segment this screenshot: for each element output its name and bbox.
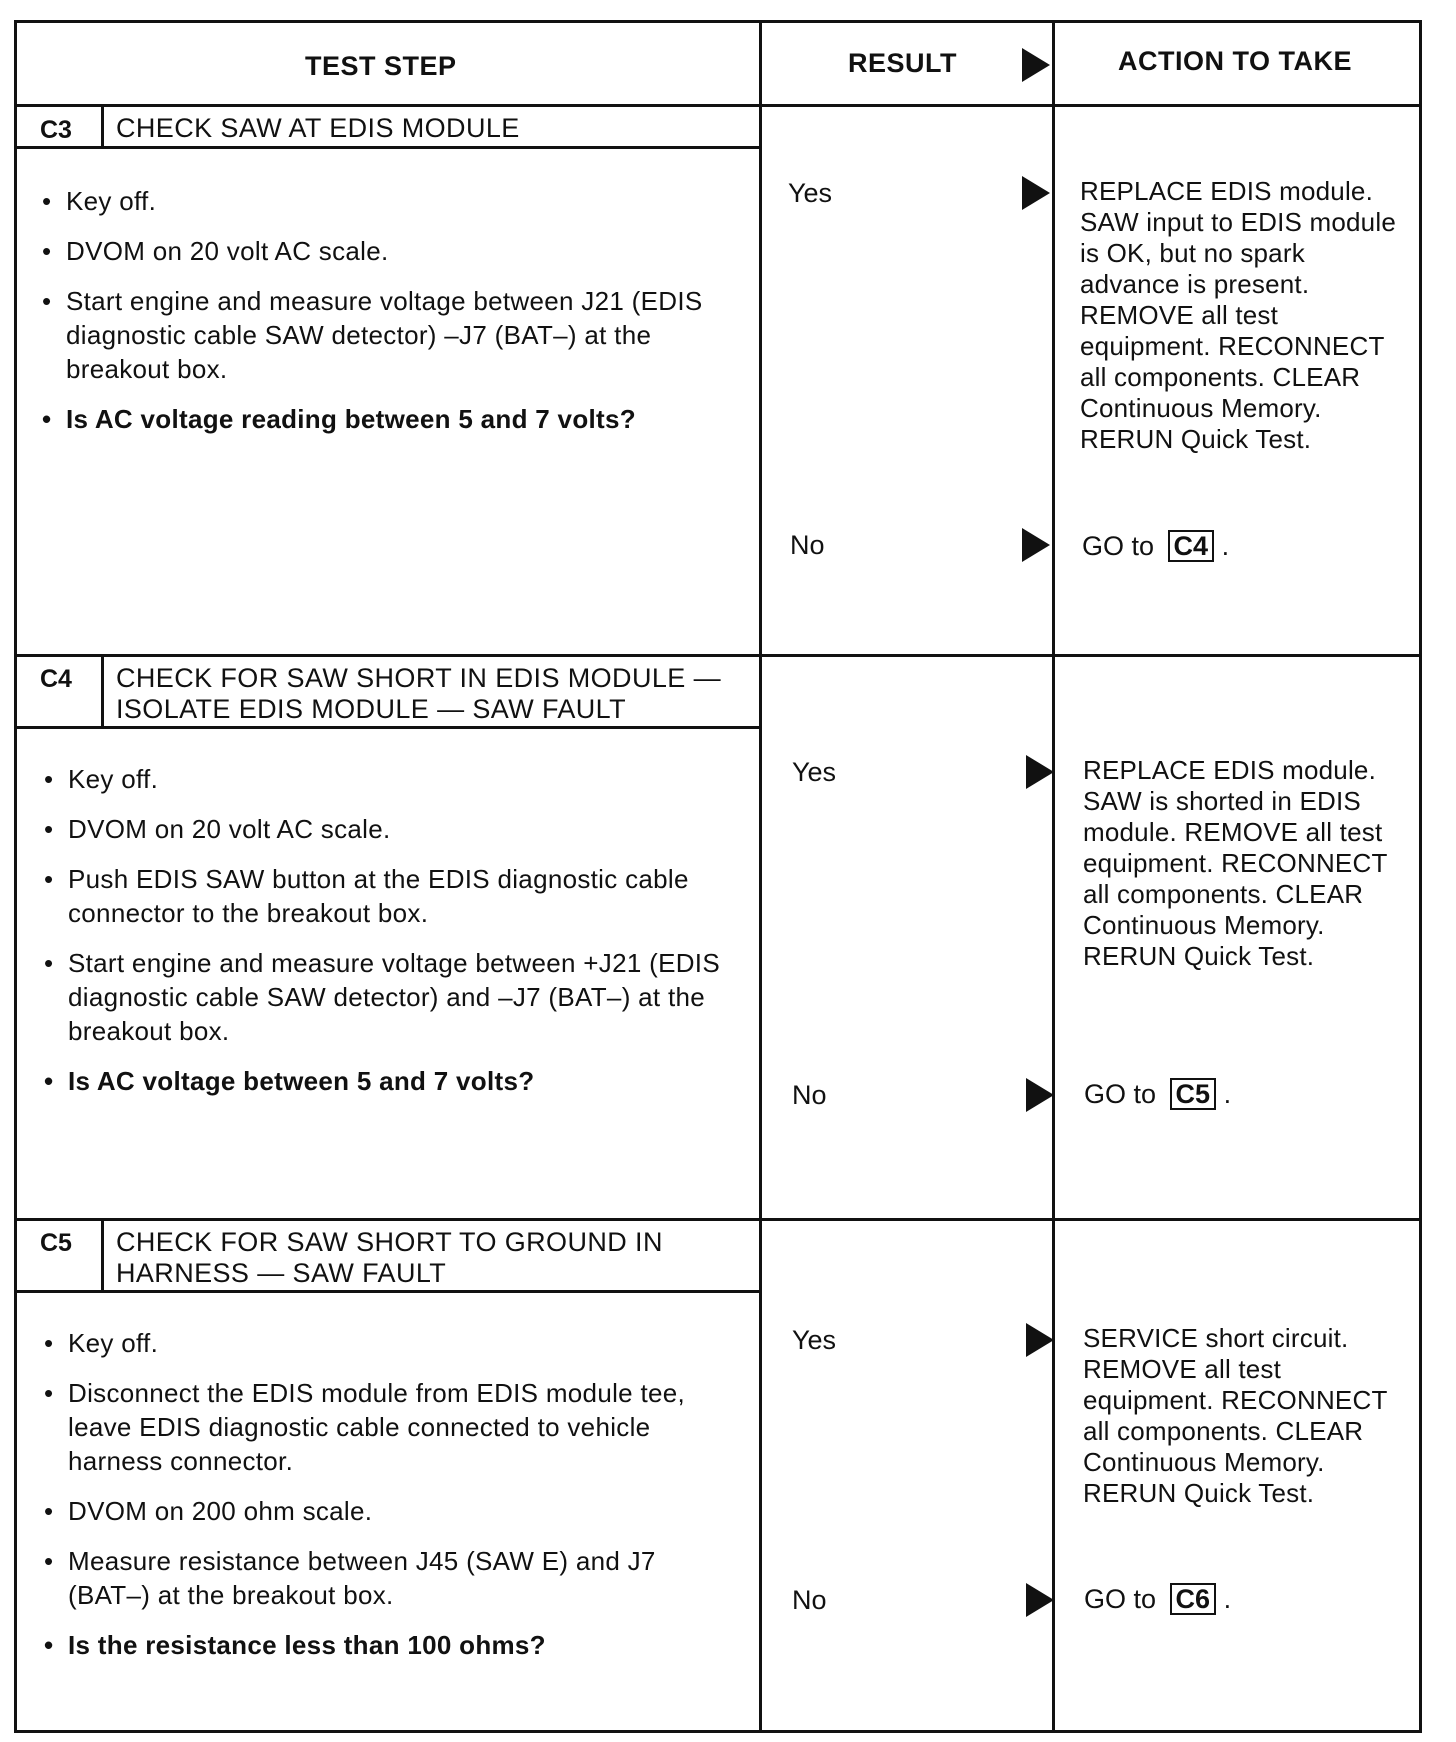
step-c5-yes-label: Yes	[792, 1325, 837, 1355]
goto-text: GO to	[1082, 531, 1155, 561]
step-c5-no-action	[1084, 1583, 1231, 1615]
step-c5-bullet: • Disconnect the EDIS module from EDIS module tee, leave EDIS diagnostic cable connected to vehicle harness connector.	[40, 1376, 730, 1478]
step-c3-no-arrow-icon	[1022, 528, 1050, 562]
step-ref-c4-link[interactable]: C4	[1168, 530, 1215, 562]
step-c5-bullet: • Measure resistance between J45 (SAW E) and J7 (BAT–) at the breakout box.	[40, 1544, 730, 1612]
header-arrow-icon	[1022, 48, 1050, 82]
step-c3-question: • Is AC voltage reading between 5 and 7 volts?	[38, 402, 738, 436]
step-c4-yes-action: REPLACE EDIS module. SAW is shorted in EDIS module. REMOVE all test equipment. RECONNECT all components. CLEAR Continuous Memory. RERUN Quick Test.	[1083, 755, 1388, 971]
step-c3-bullet: • Key off.	[38, 184, 738, 218]
step-c3-bullet: • Start engine and measure voltage between J21 (EDIS diagnostic cable SAW detector) –J7 (BAT–) at the breakout box.	[38, 284, 738, 386]
step-c5-yes-action: SERVICE short circuit. REMOVE all test equipment. RECONNECT all components. CLEAR Continuous Memory. RERUN Quick Test.	[1083, 1323, 1388, 1508]
step-c3-yes-label: Yes	[788, 178, 833, 208]
step-c3-yes-arrow-icon	[1022, 176, 1050, 210]
step-c3-no-label: No	[790, 530, 825, 560]
column-divider-action	[1052, 20, 1055, 1733]
header-result: RESULT	[848, 48, 957, 78]
step-c4-yes-label: Yes	[792, 757, 837, 787]
step-c4-title-line-1: CHECK FOR SAW SHORT IN EDIS MODULE —	[116, 663, 721, 693]
step-c5-bullet: • Key off.	[40, 1326, 730, 1360]
goto-period: .	[1223, 1079, 1232, 1109]
step-c4-no-arrow-icon	[1026, 1078, 1054, 1112]
step-c5-instructions	[40, 1326, 730, 1678]
step-c5-title-line-1: CHECK FOR SAW SHORT TO GROUND IN	[116, 1227, 663, 1257]
step-c4-title-line-2: ISOLATE EDIS MODULE — SAW FAULT	[116, 694, 626, 724]
step-c5-no-arrow-icon	[1026, 1583, 1054, 1617]
step-c4-instructions	[40, 762, 730, 1114]
step-c3-yes-action: REPLACE EDIS module. SAW input to EDIS module is OK, but no spark advance is present. REMOVE all test equipment. RECONNECT all components. CLEAR Continuous Memory. RERUN Quick Test.	[1080, 176, 1396, 454]
step-c3-instructions	[38, 184, 738, 452]
step-c5-no-label: No	[792, 1585, 827, 1615]
step-c4-yes-arrow-icon	[1026, 755, 1054, 789]
column-divider-result	[759, 20, 762, 1733]
step-c3-id: C3	[40, 116, 72, 144]
step-c3-bullet: • DVOM on 20 volt AC scale.	[38, 234, 738, 268]
step-c4-id: C4	[40, 665, 72, 693]
step-c3-title: CHECK SAW AT EDIS MODULE	[116, 113, 520, 143]
header-action-to-take: ACTION TO TAKE	[1118, 46, 1352, 76]
goto-text: GO to	[1084, 1584, 1157, 1614]
step-c4-no-action	[1084, 1078, 1231, 1110]
step-c5-title-line-2: HARNESS — SAW FAULT	[116, 1258, 447, 1288]
goto-period: .	[1221, 531, 1230, 561]
step-c4-question: • Is AC voltage between 5 and 7 volts?	[40, 1064, 730, 1098]
step-ref-c6-link[interactable]: C6	[1170, 1583, 1217, 1615]
goto-period: .	[1223, 1584, 1232, 1614]
step-c5-id: C5	[40, 1229, 72, 1257]
step-c5-bullet: • DVOM on 200 ohm scale.	[40, 1494, 730, 1528]
step-ref-c5-link[interactable]: C5	[1170, 1078, 1217, 1110]
header-test-step: TEST STEP	[305, 51, 457, 81]
step-c5-question: • Is the resistance less than 100 ohms?	[40, 1628, 730, 1662]
step-c4-bullet: • Key off.	[40, 762, 730, 796]
step-c3-no-action	[1082, 530, 1229, 562]
step-c4-bullet: • Push EDIS SAW button at the EDIS diagnostic cable connector to the breakout box.	[40, 862, 730, 930]
step-c4-bullet: • DVOM on 20 volt AC scale.	[40, 812, 730, 846]
goto-text: GO to	[1084, 1079, 1157, 1109]
step-c5-yes-arrow-icon	[1026, 1323, 1054, 1357]
step-c4-bullet: • Start engine and measure voltage between +J21 (EDIS diagnostic cable SAW detector) and –J7 (BAT–) at the breakout box.	[40, 946, 730, 1048]
step-c4-no-label: No	[792, 1080, 827, 1110]
